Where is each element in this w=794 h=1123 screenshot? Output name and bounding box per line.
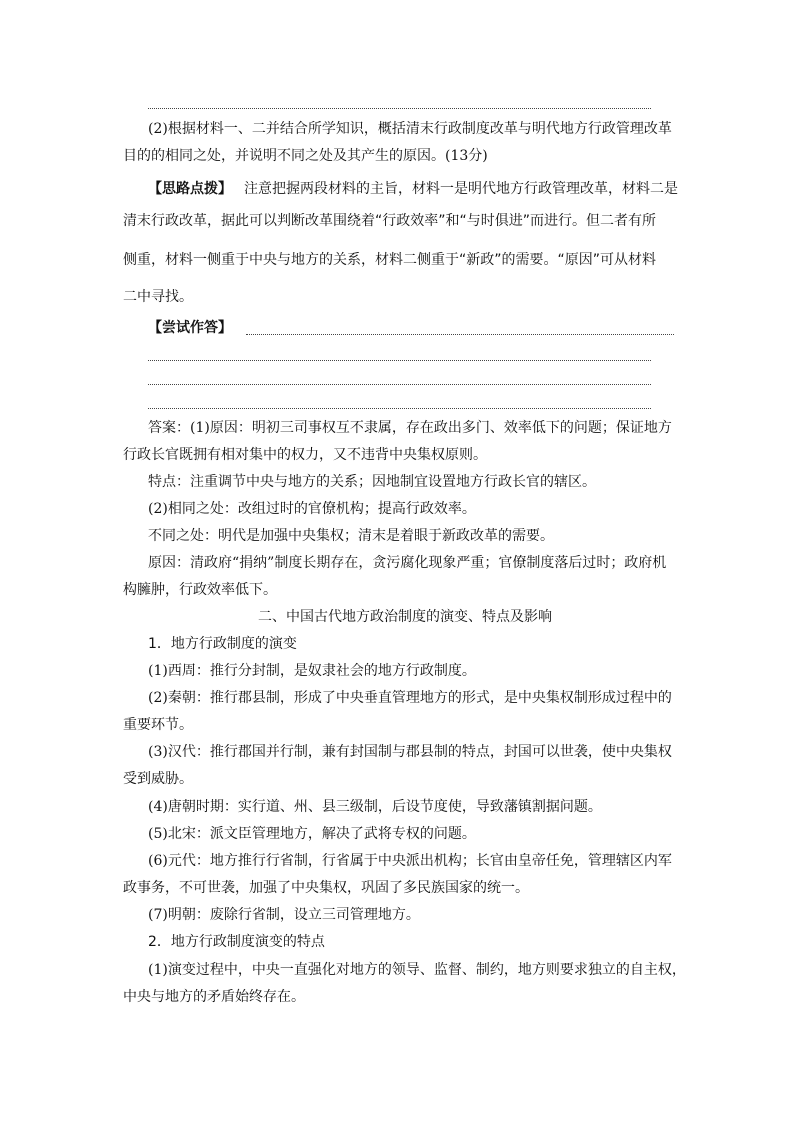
answer-blank-line: [148, 384, 651, 385]
subsection-heading: 2．地方行政制度演变的特点: [148, 934, 325, 950]
answer-blank-line: [148, 108, 651, 109]
answer-line: 特点：注重调节中央与地方的关系；因地制宜设置地方行政长官的辖区。: [148, 474, 596, 490]
hint-label: 【思路点拨】: [148, 181, 232, 197]
list-item: 受到威胁。: [123, 771, 193, 787]
hint-text: 二中寻找。: [123, 289, 193, 305]
list-item: (5)北宋：派文臣管理地方，解决了武将专权的问题。: [148, 826, 476, 842]
list-item: (6)元代：地方推行行省制，行省属于中央派出机构；长官由皇帝任免，管理辖区内军: [148, 853, 672, 869]
answer-blank-line: [246, 334, 674, 335]
question-line: 目的的相同之处，并说明不同之处及其产生的原因。(13分): [123, 148, 488, 164]
list-item: (2)秦朝：推行郡县制，形成了中央垂直管理地方的形式，是中央集权制形成过程中的: [148, 690, 672, 706]
list-item: (1)西周：推行分封制，是奴隶社会的地方行政制度。: [148, 663, 476, 679]
answer-blank-line: [148, 408, 651, 409]
answer-line: 不同之处：明代是加强中央集权；清末是着眼于新政改革的需要。: [148, 528, 554, 544]
answer-line: 行政长官既拥有相对集中的权力，又不违背中央集权原则。: [123, 447, 487, 463]
list-item: (1)演变过程中，中央一直强化对地方的领导、监督、制约，地方则要求独立的自主权，: [148, 962, 686, 978]
list-item: 中央与地方的矛盾始终存在。: [123, 989, 305, 1005]
list-item: (4)唐朝时期：实行道、州、县三级制，后设节度使，导致藩镇割据问题。: [148, 799, 602, 815]
answer-blank-line: [148, 360, 651, 361]
list-item: 政事务，不可世袭，加强了中央集权，巩固了多民族国家的统一。: [123, 880, 529, 896]
list-item: (7)明朝：废除行省制，设立三司管理地方。: [148, 907, 420, 923]
answer-line: 原因：清政府“捐纳”制度长期存在，贪污腐化现象严重；官僚制度落后过时；政府机: [148, 555, 667, 571]
subsection-heading: 1．地方行政制度的演变: [148, 636, 297, 652]
answer-line: 构臃肿，行政效率低下。: [123, 582, 277, 598]
list-item: 重要环节。: [123, 717, 193, 733]
question-line: (2)根据材料一、二并结合所学知识，概括清末行政制度改革与明代地方行政管理改革: [148, 121, 672, 137]
attempt-label: 【尝试作答】: [148, 320, 232, 336]
hint-text: 侧重，材料一侧重于中央与地方的关系，材料二侧重于“新政”的需要。“原因”可从材料: [123, 252, 657, 268]
answer-line: (2)相同之处：改组过时的官僚机构；提高行政效率。: [148, 501, 476, 517]
hint-text: 清末行政改革，据此可以判断改革围绕着“行政效率”和“与时俱进”而进行。但二者有所: [123, 213, 657, 229]
answer-line: 答案：(1)原因：明初三司事权互不隶属，存在政出多门、效率低下的问题；保证地方: [148, 420, 672, 436]
section-title: 二、中国古代地方政治制度的演变、特点及影响: [258, 609, 552, 625]
hint-text: 注意把握两段材料的主旨，材料一是明代地方行政管理改革，材料二是: [244, 181, 678, 197]
list-item: (3)汉代：推行郡国并行制，兼有封国制与郡县制的特点，封国可以世袭，使中央集权: [148, 744, 672, 760]
